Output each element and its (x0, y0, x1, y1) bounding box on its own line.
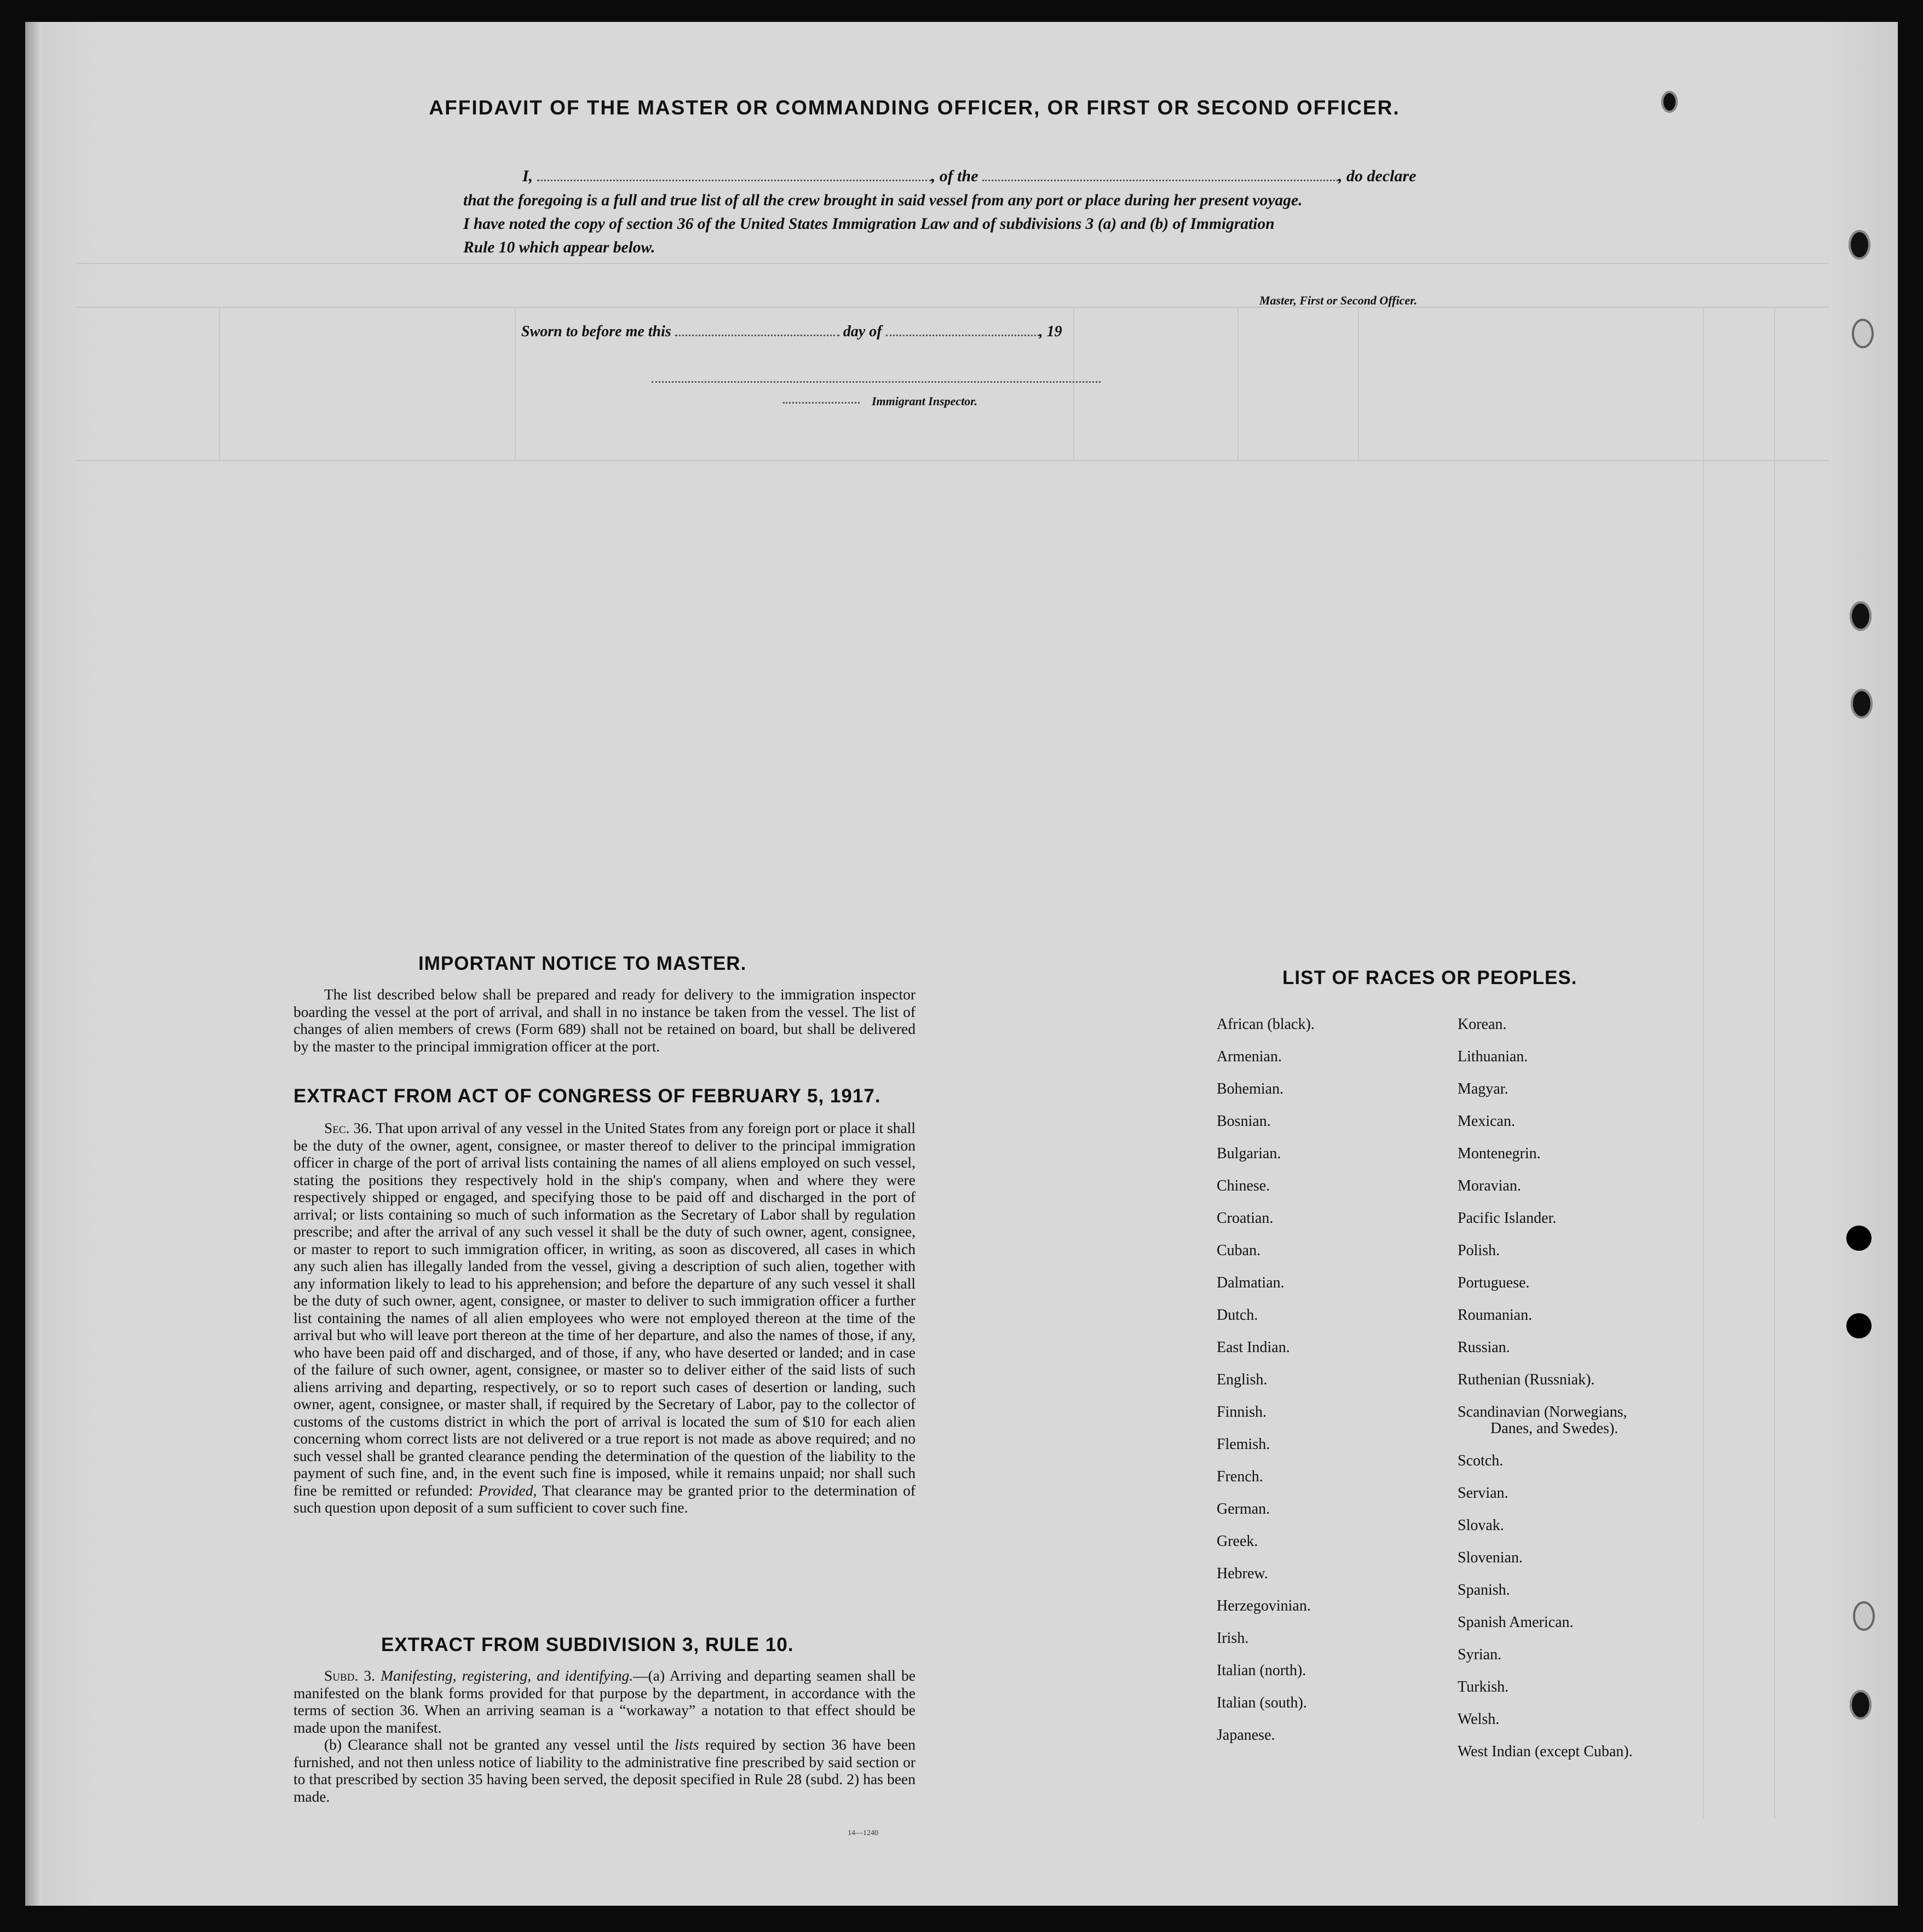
vessel-blank[interactable] (982, 176, 1338, 181)
bleed-through-rule (1237, 307, 1239, 460)
race-item: West Indian (except Cuban). (1458, 1743, 1633, 1760)
extract-act-text-block (293, 1119, 916, 1516)
rule-paragraph-a: —(a) Arriving and departing seamen shall be manifested on the blank forms provided for that purpose by the department, in accordance with the terms of section 36. When an arriving seaman is a “workaway” a notation to that effect should be made upon the manifest. (293, 1667, 916, 1736)
race-item: East Indian. (1217, 1339, 1290, 1356)
race-item: Greek. (1217, 1533, 1258, 1550)
race-item: Montenegrin. (1458, 1145, 1541, 1162)
sworn-day-blank[interactable] (675, 331, 839, 336)
bleed-through-rule (515, 307, 516, 460)
sworn-month-blank[interactable] (886, 331, 1039, 336)
affidavit-of-the: , of the (931, 167, 978, 185)
rule-paragraph-b-prefix: (b) Clearance shall not be granted any vessel until the (324, 1736, 669, 1753)
race-item: Moravian. (1458, 1177, 1521, 1194)
race-item: Herzegovinian. (1217, 1597, 1311, 1614)
notice-text-block (293, 986, 916, 1055)
binder-hole (1850, 601, 1872, 631)
section-label: Sec. 36. (324, 1119, 372, 1136)
rule-paragraph-b-lists: lists (675, 1736, 699, 1753)
race-item: Slovak. (1458, 1517, 1504, 1534)
extract-rule-text-block (293, 1667, 916, 1805)
race-item: African (black). (1217, 1016, 1315, 1033)
bleed-through-rule (1703, 307, 1704, 1818)
form-number: 14—1240 (848, 1829, 878, 1837)
race-item: Mexican. (1458, 1113, 1515, 1130)
name-blank[interactable] (537, 176, 931, 181)
document-page (25, 22, 1898, 1906)
binder-hole (1849, 230, 1870, 260)
race-item: Turkish. (1458, 1678, 1509, 1695)
bleed-through-rule (77, 307, 1829, 308)
race-item: German. (1217, 1500, 1270, 1517)
bleed-through-rule (77, 460, 1829, 461)
race-item: Bulgarian. (1217, 1145, 1281, 1162)
race-item: Bohemian. (1217, 1080, 1284, 1097)
race-item: Hebrew. (1217, 1565, 1268, 1582)
race-item: Bosnian. (1217, 1113, 1271, 1130)
binder-hole (1846, 1226, 1872, 1251)
affidavit-do-declare: , do declare (1338, 167, 1417, 185)
race-item: Roumanian. (1458, 1307, 1533, 1324)
sworn-prefix: Sworn to before me this (521, 323, 671, 340)
race-item: French. (1217, 1468, 1263, 1485)
race-item: Danes, and Swedes). (1490, 1420, 1619, 1437)
notice-text: The list described below shall be prepared and ready for delivery to the immigration inspector boarding the vessel at the port of arrival, and shall in no instance be taken from the vessel. The list of changes of alien members of crews (Form 689) shall not be retained on board, but shall be delivered by the master to the principal immigration officer at the port. (293, 986, 916, 1055)
bleed-through-rule (1073, 307, 1074, 460)
race-item: Finnish. (1217, 1404, 1267, 1421)
race-item: Scotch. (1458, 1452, 1504, 1469)
race-item: Servian. (1458, 1485, 1509, 1502)
sworn-line (521, 323, 1062, 341)
race-item: Chinese. (1217, 1177, 1270, 1194)
affidavit-title: AFFIDAVIT OF THE MASTER OR COMMANDING OFFICER, OR FIRST OR SECOND OFFICER. (429, 96, 1400, 119)
inspector-signature-blank[interactable] (652, 378, 1101, 383)
race-item: Polish. (1458, 1242, 1500, 1259)
binder-hole (1661, 91, 1678, 113)
binder-hole (1850, 1690, 1872, 1720)
binder-hole (1853, 1601, 1875, 1631)
race-item: Spanish. (1458, 1582, 1510, 1599)
race-item: Flemish. (1217, 1436, 1270, 1453)
bleed-through-rule (1774, 307, 1775, 1818)
extract-act-title: EXTRACT FROM ACT OF CONGRESS OF FEBRUARY 5, 1917. (293, 1085, 881, 1107)
provided-word: Provided, (478, 1481, 537, 1499)
race-item: Cuban. (1217, 1242, 1261, 1259)
race-item: Syrian. (1458, 1646, 1502, 1663)
subdivision-heading: Manifesting, registering, and identifying. (381, 1667, 634, 1684)
notice-title: IMPORTANT NOTICE TO MASTER. (418, 953, 747, 974)
bleed-through-rule (77, 263, 1829, 264)
race-item: Italian (south). (1217, 1694, 1307, 1711)
races-title: LIST OF RACES OR PEOPLES. (1282, 967, 1577, 988)
bleed-through-rule (1358, 307, 1359, 460)
race-item: Japanese. (1217, 1727, 1275, 1744)
race-item: Italian (north). (1217, 1662, 1306, 1679)
race-item: Welsh. (1458, 1711, 1500, 1728)
master-signature-label: Master, First or Second Officer. (1259, 294, 1418, 307)
race-item: English. (1217, 1371, 1268, 1388)
race-item: Lithuanian. (1458, 1048, 1528, 1065)
race-item: Portuguese. (1458, 1274, 1530, 1291)
race-item: Russian. (1458, 1339, 1510, 1356)
affidavit-line-4: Rule 10 which appear below. (463, 239, 655, 256)
extract-act-text-2: That clearance may be granted prior to the determination of such question upon deposit of a sum sufficient to cover such fine. (293, 1481, 916, 1516)
bleed-through-rule (219, 307, 220, 460)
affidavit-line-2: that the foregoing is a full and true list of all the crew brought in said vessel from any port or place during her present voyage. (463, 192, 1303, 209)
race-item: Dalmatian. (1217, 1274, 1285, 1291)
binder-hole (1846, 1313, 1872, 1338)
race-item: Armenian. (1217, 1048, 1282, 1065)
affidavit-line-3: I have noted the copy of section 36 of the United States Immigration Law and of subdivisions 3 (a) and (b) of Immigration (463, 215, 1275, 233)
race-item: Dutch. (1217, 1307, 1258, 1324)
race-item: Magyar. (1458, 1080, 1509, 1097)
race-item: Ruthenian (Russniak). (1458, 1371, 1595, 1388)
extract-act-text-1: That upon arrival of any vessel in the United States from any foreign port or place it shall be the duty of the owner, agent, consignee, or master thereof to deliver to the principal immigration officer in charge of the port of arrival lists containing the names of all aliens employed on such vessel, stating the positions they respectively hold in the ship's company, when and where they were respectively shipped or engaged, and specifying those to be paid off and discharged in the port of arrival; or lists containing so much of such information as the Secretary of Labor shall by regulation prescribe; and after the arrival of any such vessel it shall be the duty of such owner, agent, consignee, or master to report to such immigration officer, in writing, as soon as discovered, all cases in which any such alien has illegally landed from the vessel, giving a description of such alien, together with any information likely to lead to his apprehension; and before the departure of any such vessel it shall be the duty of such owner, agent, consignee, or master to deliver to such immigration officer a further list containing the names of all alien employees who were not employed thereon at the time of the arrival but who will leave port thereon at the time of her departure, and also the names of those, if any, who have been paid off and discharged, and of those, if any, who have deserted or landed; and in case of the failure of such owner, agent, consignee, or master so to deliver either of the said lists of such aliens arriving and departing, respectively, or so to report such cases of desertion or landing, such owner, agent, consignee, or master shall, if required by the Secretary of Labor, pay to the collector of customs of the customs district in which the port of arrival is located the sum of $10 for each alien concerning whom correct lists are not delivered or a true report is not made as above required; and no such vessel shall be granted clearance pending the determination of the question of the liability to the payment of such fine, and, in the event such fine is imposed, while it remains unpaid; nor shall such fine be remitted or refunded: (293, 1119, 916, 1499)
inspector-signature-blank[interactable] (783, 399, 860, 404)
race-item: Spanish American. (1458, 1614, 1574, 1631)
race-item: Scandinavian (Norwegians, (1458, 1404, 1627, 1421)
extract-rule-title: EXTRACT FROM SUBDIVISION 3, RULE 10. (381, 1634, 794, 1655)
sworn-day-of: day of (843, 323, 882, 340)
race-item: Pacific Islander. (1458, 1210, 1557, 1227)
race-item: Irish. (1217, 1630, 1249, 1647)
subdivision-label: Subd. 3. (324, 1667, 376, 1684)
inspector-label: Immigrant Inspector. (872, 394, 978, 408)
rule-paragraph-b-suffix: required by section 36 have been furnished, and not then unless notice of liability to the administrative fine prescribed by said section or to that prescribed by section 35 having been served, the deposit specified in Rule 28 (subd. 2) has been made. (293, 1736, 916, 1805)
binder-hole (1851, 689, 1873, 718)
race-item: Croatian. (1217, 1210, 1274, 1227)
affidavit-declaration-line (522, 167, 1416, 186)
sworn-year: , 19 (1039, 323, 1062, 340)
affidavit-i: I, (522, 167, 533, 185)
race-item: Slovenian. (1458, 1549, 1523, 1566)
page-edge-shadow (25, 22, 42, 1906)
race-item: Korean. (1458, 1016, 1507, 1033)
binder-hole (1852, 319, 1874, 348)
